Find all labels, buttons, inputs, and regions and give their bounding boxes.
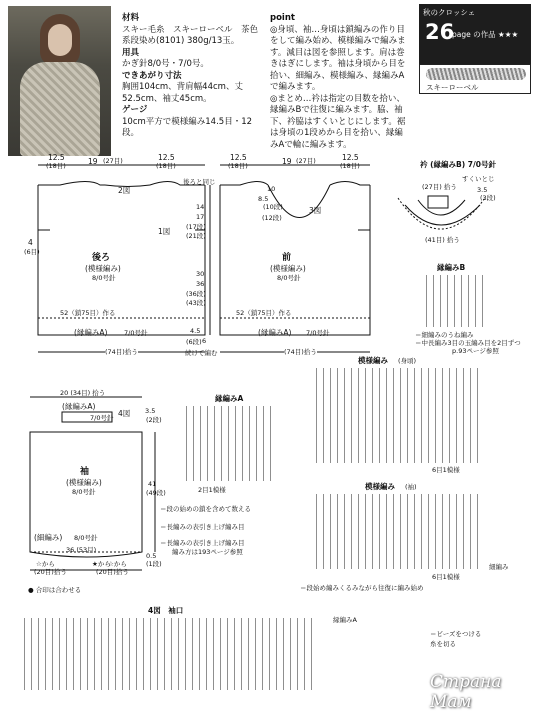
collar-depth: 3.5 [477,186,488,194]
fig4-label: 縁編みA [333,616,357,624]
size-text: 胸囲104cm、背肩幅44cm、丈52.5cm、袖丈45cm。 [122,82,243,104]
sleeve-height: 41 [148,480,157,488]
front-bottom: (74目)拾う [284,348,317,356]
back-top-right: 12.5 [158,153,175,162]
borderb-note: ＝中長編み3目の玉編み目を2目ずつ [415,339,521,347]
pattern-main-heading: 模様編み [358,356,388,365]
front-top-left-sub: (18目) [228,162,248,170]
front-top-right: 12.5 [342,153,359,162]
sleeve-bottom-left: (20目)拾う [34,568,67,576]
collar-pick2: (41目) 拾う [425,236,460,244]
front-height: 17 [196,213,205,221]
pattern-sleeve-heading: 模様編み [365,482,395,491]
collar-pick: (27目) 拾う [422,183,457,191]
borderb-chart [420,275,488,327]
front-height: 8.5 [258,195,269,203]
front-neck-note: 後ろと同じ [183,178,216,186]
front-height: 30 [196,270,205,278]
borderb-note: p.93ページ参照 [452,347,499,355]
back-hook: 8/0号針 [92,274,116,282]
front-height: 4.5 [190,327,201,335]
back-top-left: 12.5 [48,153,65,162]
pattern-sleeve-border: 細編み [489,563,509,571]
collar-note: すくいとじ [462,175,495,183]
pattern-sleeve-repeat: 6目1模様 [432,573,460,581]
front-top-right-sub: (18目) [340,162,360,170]
back-side-sub: (6目) [24,248,40,256]
sleeve-top-hook: 7/0号針 [90,414,114,422]
sleeve-bottom-border: (細編み) [34,533,63,542]
sleeve-mark: ★から [92,560,111,568]
point-line: ◎まとめ…衿は指定の目数を拾い、縁編みBで往復に編みます。脇、袖下、衿脇はすくいとじにします。裾は身頃の1段めから目を拾い、縁編みAで輪に編みます。 [270,93,406,150]
collar-heading: 衿 (縁編みB) 7/0号針 [420,160,496,169]
front-top-mid: 19 [282,157,292,166]
back-top-left-sub: (18目) [46,162,66,170]
bordera-stitches: 2目1模様 [198,486,226,494]
gauge-text: 10cm平方で模様編み14.5目・12段。 [122,116,253,138]
badge-number: 26 [425,20,455,44]
front-top-mid-sub: (27目) [296,157,316,165]
back-fig1: 1図 [158,227,171,236]
collar-depth-sub: (3段) [480,194,496,202]
size-heading: できあがり寸法 [122,70,182,81]
front-height-sub: (6段) [186,338,202,346]
front-height: 10 [267,185,276,193]
borderb-heading: 縁編みB [437,263,466,272]
front-height-sub: (21段) [186,232,206,240]
back-pattern: (模様編み) [85,264,121,273]
watermark: Страна Мам [430,672,502,712]
front-fig: 3図 [309,206,322,215]
front-title: 前 [282,253,292,263]
front-height: 36 [196,280,205,288]
pattern-main-repeat: 6目1模様 [432,466,460,474]
front-border: (縁編みA) [258,328,292,337]
back-top-right-sub: (18目) [156,162,176,170]
point-line: ◎身頃、袖…身頃は鎖編みの作り目をして編み始め、模様編みで編みます。減目は図を参照します。肩は巻きはぎにします。袖は身頃から目を拾い、細編み、模様編み、縁編みA で編みます。 [270,24,406,92]
back-top-mid-sub: (27目) [103,157,123,165]
fig4-chart [18,618,316,690]
front-join: 続けて編む [185,349,218,357]
sleeve-sub-h: 0.5 [146,552,157,560]
front-chain: 52（鎖75目）作る [236,309,292,317]
fig4-legend: 糸を切る [430,640,456,648]
tools-text: かぎ針8/0号・7/0号。 [122,59,209,69]
sleeve-bottom-width: 36 (53目) [66,546,97,554]
gauge-heading: ゲージ [122,105,148,115]
front-height-sub: (10段) [263,203,283,211]
sleeve-bottom-right: (20目)拾う [96,568,129,576]
sleeve-sew-note: ● 合印は合わせる [28,586,82,594]
point-heading: point [270,13,295,23]
fig4-legend: ＝ビーズをつける [430,630,482,638]
sleeve-hook: 8/0号針 [72,488,96,496]
front-height-sub: (17段) [186,223,206,231]
badge-category: 秋のクロッシェ [423,8,476,17]
sleeve-pattern: (模様編み) [66,478,102,487]
back-border-hook: 7/0号針 [124,329,148,337]
bordera-chart [180,406,275,481]
bordera-heading: 縁編みA [215,394,244,403]
bordera-legend: ＝長編みの表引き上げ編み目 [160,539,245,547]
bordera-legend: 編み方は193ページ参照 [172,548,243,556]
sleeve-sub-h-sub: (1段) [146,560,162,568]
front-border-hook: 7/0号針 [306,329,330,337]
yarn-label: スキーローベル [426,83,479,92]
materials-heading: 材料 [122,13,140,23]
front-pattern: (模様編み) [270,264,306,273]
tools-heading: 用具 [122,47,140,58]
back-border: (縁編みA) [74,328,108,337]
back-fig: 2図 [118,186,131,195]
front-height-sub: (36段) [186,290,206,298]
front-hook: 8/0号針 [277,274,301,282]
pattern-sleeve-sub: (袖) [405,483,417,491]
fig4-heading: 4図 袖口 [148,606,184,615]
front-top-left: 12.5 [230,153,247,162]
sleeve-top-h-sub: (2段) [146,416,162,424]
pattern-sleeve-note: ＝段始め編みくるみながら往復に編み始め [300,584,424,592]
sleeve-mark: ☆から [36,560,55,568]
badge-suffix: page の作品 ★★★ [452,30,519,39]
sleeve-bottom-hook: 8/0号針 [74,534,98,542]
materials-yarn: スキー毛糸 スキーローベル 茶色系段染め(8101) 380g/13玉。 [122,24,259,46]
sleeve-top-h: 3.5 [145,407,156,415]
sleeve-mark: ☆から [108,560,127,568]
back-bottom: (74目)拾う [105,348,138,356]
front-height-sub: (43段) [186,299,206,307]
sleeve-fig: 4図 [118,409,131,418]
sleeve-title: 袖 [80,467,90,477]
front-height: 6 [202,337,207,345]
pattern-sleeve-chart [310,494,480,569]
sleeve-height-sub: (49段) [146,489,166,497]
pattern-main-sub: (身頃) [398,357,417,365]
sleeve-top: 20 (34目) 拾う [60,389,106,397]
back-side: 4 [28,238,33,247]
back-title: 後ろ [92,253,111,263]
back-chain: 52（鎖75目）作る [60,309,116,317]
front-height: 14 [196,203,205,211]
bordera-legend: ＝長編みの表引き上げ編み目 [160,523,245,531]
borderb-note: ＝細編みのうね編み [415,331,474,339]
back-top-mid: 19 [88,157,98,166]
pattern-main-chart [310,368,480,463]
bordera-legend: ＝段の始めの鎖を含めて数える [160,505,251,513]
sleeve-top-border: (縁編みA) [62,402,96,411]
front-height-sub: (12段) [262,214,282,222]
